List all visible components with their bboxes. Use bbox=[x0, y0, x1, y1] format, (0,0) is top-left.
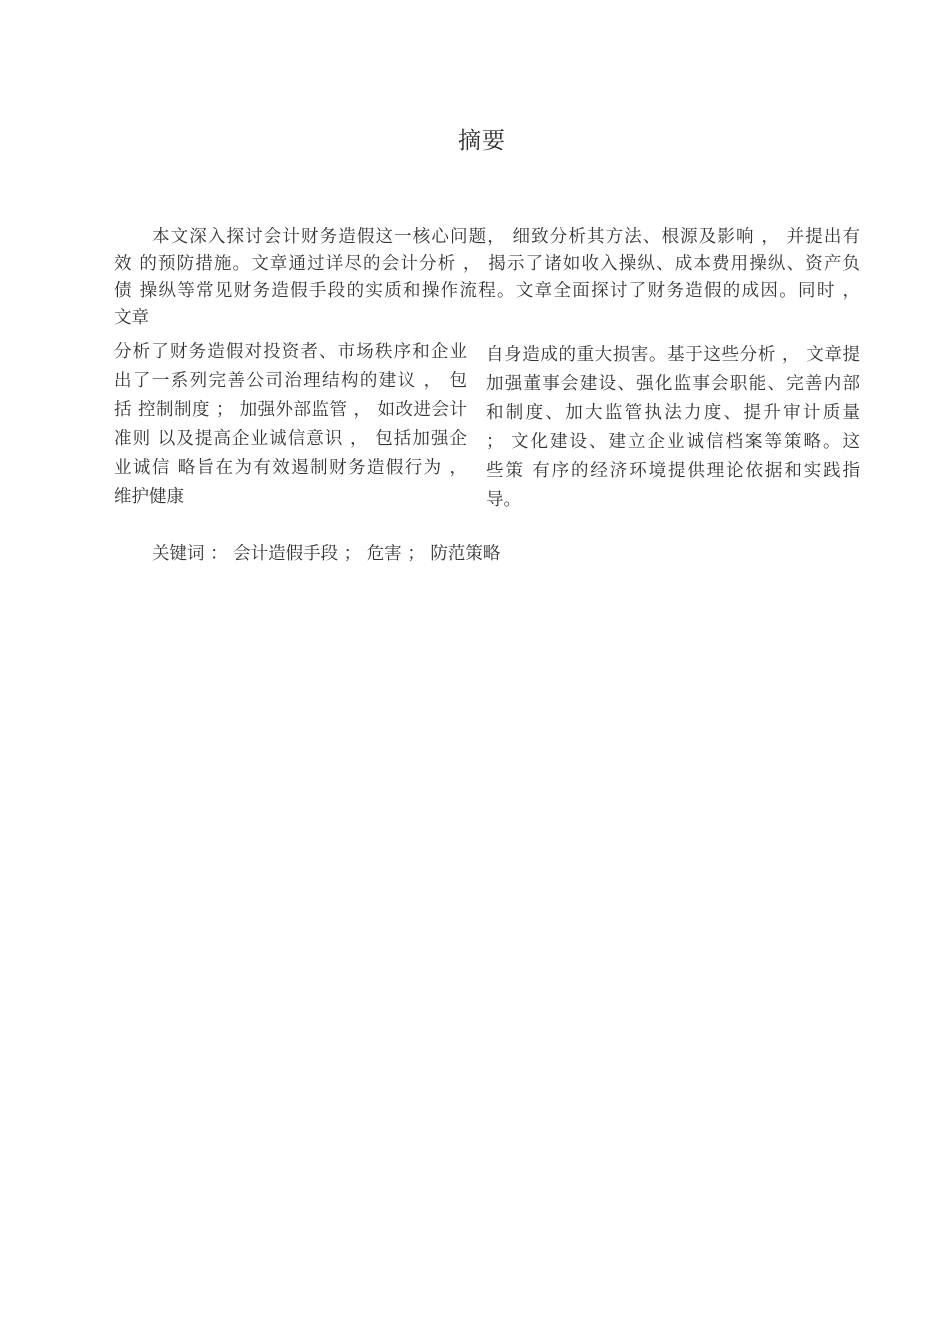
keywords-text: 关键词 ： 会计造假手段 ； 危害 ； 防范策略 bbox=[152, 544, 501, 564]
keywords-line bbox=[152, 540, 500, 569]
right-column-line: 些策 有序的经济环境提供理论依据和实践指 bbox=[486, 461, 860, 481]
left-column-line: 出了一系列完善公司治理结构的建议 ， 包 bbox=[114, 371, 467, 391]
left-column-line: 准则 以及提高企业诚信意识 ， 包括加强企 bbox=[114, 429, 467, 449]
right-column-line: 自身造成的重大损害。基于这些分析 ， 文章提 bbox=[486, 345, 860, 365]
right-column-line: 加强董事会建设、强化监事会职能、完善内部 bbox=[486, 374, 860, 394]
left-column-line: 括 控制制度 ； 加强外部监管 ， 如改进会计 bbox=[114, 400, 467, 420]
abstract-right-column bbox=[486, 341, 860, 515]
right-column-line: 导。 bbox=[486, 490, 521, 510]
left-column-line: 分析了财务造假对投资者、市场秩序和企业 bbox=[114, 342, 467, 362]
right-column-line: 和制度、加大监管执法力度、提升审计质量 bbox=[486, 403, 860, 423]
abstract-title: 摘要 bbox=[458, 128, 506, 154]
right-column-line: ； 文化建设、建立企业诚信档案等策略。这 bbox=[486, 432, 860, 452]
abstract-intro-paragraph bbox=[114, 224, 860, 332]
intro-line: 效 的预防措施。文章通过详尽的会计分析 ， 揭示了诸如收入操纵、成本费用操纵、资产负 bbox=[114, 254, 860, 274]
abstract-left-column bbox=[114, 338, 467, 512]
left-column-line: 业诚信 略旨在为有效遏制财务造假行为 ， bbox=[114, 458, 467, 478]
intro-line: 文章 bbox=[114, 308, 149, 328]
intro-line: 本文深入探讨会计财务造假这一核心问题， 细致分析其方法、根源及影响 ， 并提出有 bbox=[152, 227, 860, 247]
intro-line: 债 操纵等常见财务造假手段的实质和操作流程。文章全面探讨了财务造假的成因。同时 ， bbox=[114, 281, 860, 301]
left-column-line: 维护健康 bbox=[114, 487, 184, 507]
